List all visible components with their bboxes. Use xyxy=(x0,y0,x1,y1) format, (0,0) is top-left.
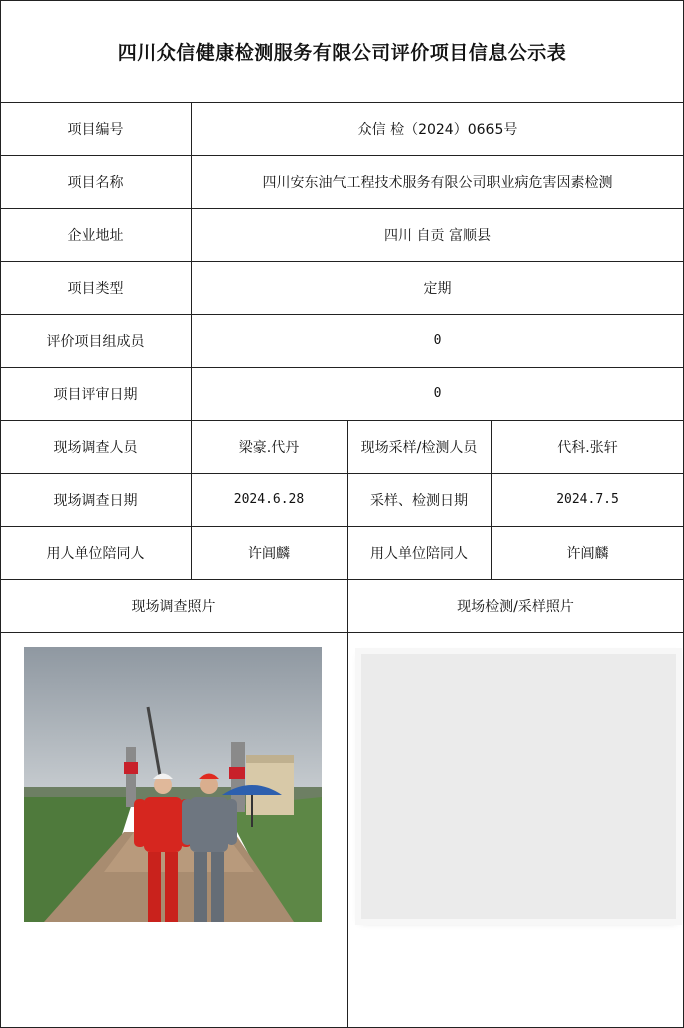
value-project-type: 定期 xyxy=(423,280,452,297)
label-survey-date: 现场调查日期 xyxy=(53,492,138,509)
value-review-date: 0 xyxy=(433,386,442,401)
value-sampling-date: 2024.7.5 xyxy=(556,492,619,507)
label-project-type: 项目类型 xyxy=(67,280,124,297)
label-project-name: 项目名称 xyxy=(67,174,124,191)
sampling-photo-placeholder xyxy=(361,654,676,919)
label-members: 评价项目组成员 xyxy=(46,333,145,350)
row-divider xyxy=(0,632,684,633)
value-address: 四川 自贡 富顺县 xyxy=(384,227,491,244)
label-survey-people: 现场调查人员 xyxy=(53,439,138,456)
page-title: 四川众信健康检测服务有限公司评价项目信息公示表 xyxy=(117,41,567,64)
label-address: 企业地址 xyxy=(67,227,124,244)
value-survey-people: 梁豪.代丹 xyxy=(238,439,300,456)
label-sampling-date: 采样、检测日期 xyxy=(370,492,468,509)
label-project-no: 项目编号 xyxy=(67,121,124,138)
value-survey-date: 2024.6.28 xyxy=(233,492,305,507)
value-escort: 许阊麟 xyxy=(248,545,290,562)
label-escort-2: 用人单位陪同人 xyxy=(370,545,468,562)
survey-photo xyxy=(24,647,322,922)
label-review-date: 项目评审日期 xyxy=(53,386,138,403)
survey-photo-illustration xyxy=(24,647,322,922)
value-members: 0 xyxy=(433,333,442,348)
value-escort-2: 许阊麟 xyxy=(566,545,609,562)
sampling-photo-header: 现场检测/采样照片 xyxy=(457,598,574,615)
label-sampling-people: 现场采样/检测人员 xyxy=(360,439,478,456)
survey-photo-header: 现场调查照片 xyxy=(131,598,216,615)
column-divider xyxy=(347,579,348,1028)
value-project-name: 四川安东油气工程技术服务有限公司职业病危害因素检测 xyxy=(262,174,613,191)
label-escort: 用人单位陪同人 xyxy=(46,545,145,562)
value-project-no: 众信 检（2024）0665号 xyxy=(357,121,518,138)
value-sampling-people: 代科.张轩 xyxy=(557,439,618,456)
